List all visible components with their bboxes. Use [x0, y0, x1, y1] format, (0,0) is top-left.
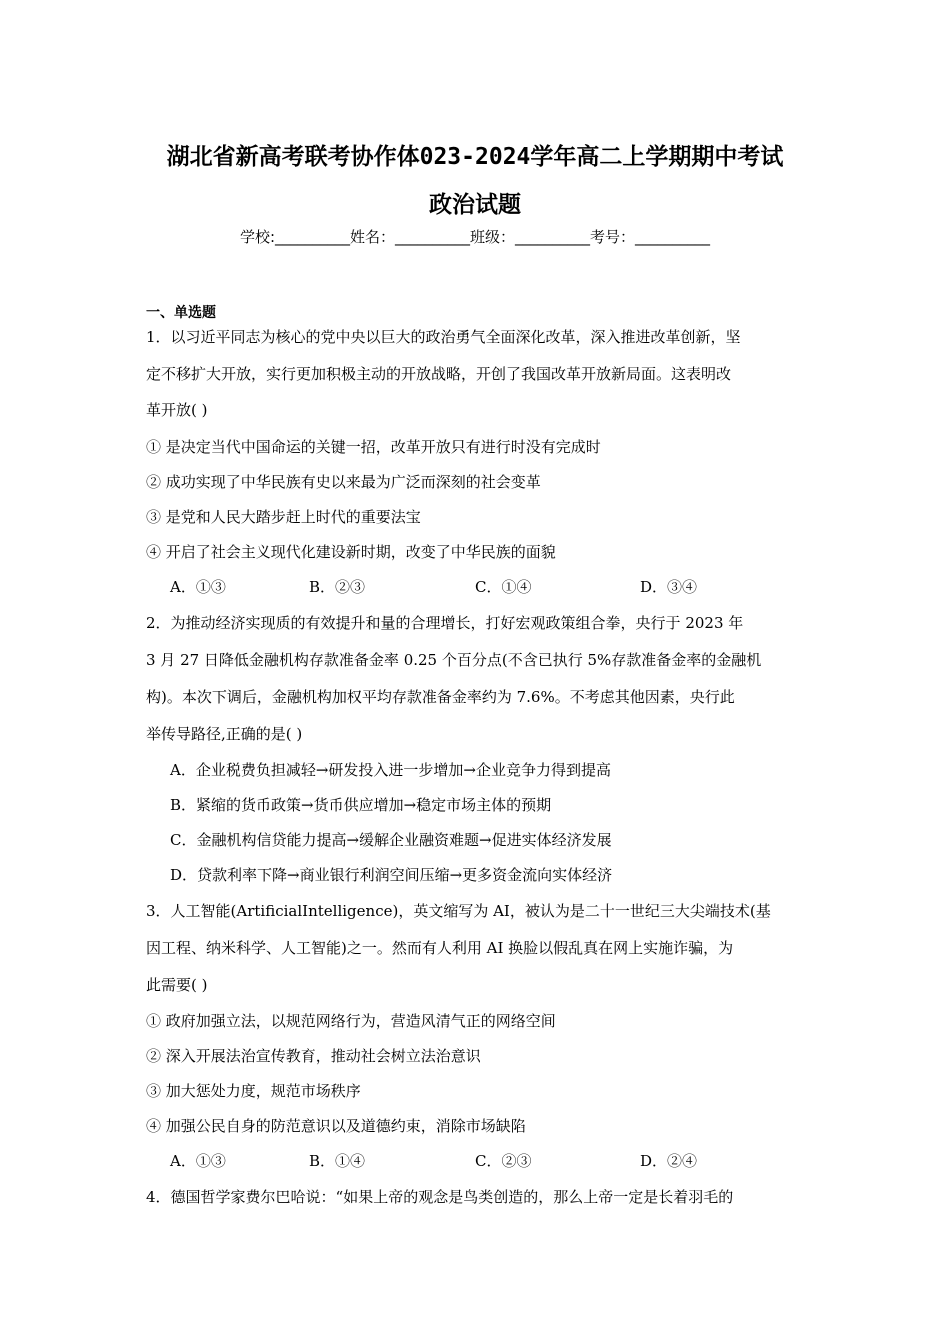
q3-statement-1: ① 政府加强立法，以规范网络行为，营造风清气正的网络空间: [146, 1012, 556, 1030]
q3-stem-line3: 此需要( ): [146, 976, 208, 994]
q2-stem-line4: 举传导路径,正确的是( ): [146, 725, 303, 743]
q2-stem-line3: 构)。本次下调后，金融机构加权平均存款准备金率约为 7.6%。不考虑其他因素，央行此: [146, 688, 735, 706]
q1-stem-line3: 革开放( ): [146, 401, 208, 419]
q1-option-c: C．①④: [475, 578, 532, 596]
q4-stem-line1: 4．德国哲学家费尔巴哈说：“如果上帝的观念是鸟类创造的，那么上帝一定是长着羽毛的: [146, 1188, 734, 1206]
q3-stem-line2: 因工程、纳米科学、人工智能)之一。然而有人利用 AI 换脸以假乱真在网上实施诈骗，为: [146, 939, 734, 957]
q2-option-b: B．紧缩的货币政策→货币供应增加→稳定市场主体的预期: [170, 796, 552, 814]
q3-statement-4: ④ 加强公民自身的防范意识以及道德约束，消除市场缺陷: [146, 1117, 526, 1135]
q2-option-d: D．贷款利率下降→商业银行利润空间压缩→更多资金流向实体经济: [170, 866, 613, 884]
q3-option-d: D．②④: [640, 1152, 698, 1170]
exam-title: 湖北省新高考联考协作体023-2024学年高二上学期期中考试: [166, 144, 784, 170]
q2-stem-line2: 3 月 27 日降低金融机构存款准备金率 0.25 个百分点(不含已执行 5%存款准备金率的金融机: [146, 651, 762, 669]
q3-stem-line1: 3．人工智能(ArtificialIntelligence)，英文缩写为 AI，被认为是二十一世纪三大尖端技术(基: [146, 902, 771, 920]
q3-statement-2: ② 深入开展法治宣传教育，推动社会树立法治意识: [146, 1047, 481, 1065]
q3-statement-3: ③ 加大惩处力度，规范市场秩序: [146, 1082, 361, 1100]
q1-statement-3: ③ 是党和人民大踏步赶上时代的重要法宝: [146, 508, 421, 526]
q1-option-b: B．②③: [309, 578, 366, 596]
student-info-line: 学校:__________姓名：__________班级：__________考号：__________: [239, 228, 711, 246]
q3-option-a: A．①③: [170, 1152, 226, 1170]
q1-stem-line1: 1．以习近平同志为核心的党中央以巨大的政治勇气全面深化改革，深入推进改革创新，坚: [146, 328, 741, 346]
section-heading: 一、单选题: [146, 305, 216, 321]
q1-option-d: D．③④: [640, 578, 698, 596]
q1-statement-4: ④ 开启了社会主义现代化建设新时期，改变了中华民族的面貌: [146, 543, 556, 561]
q2-option-a: A．企业税费负担减轻→研发投入进一步增加→企业竞争力得到提高: [170, 761, 611, 779]
q1-option-a: A．①③: [170, 578, 226, 596]
q2-option-c: C．金融机构信贷能力提高→缓解企业融资难题→促进实体经济发展: [170, 831, 612, 849]
q3-option-b: B．①④: [309, 1152, 366, 1170]
q1-statement-2: ② 成功实现了中华民族有史以来最为广泛而深刻的社会变革: [146, 473, 541, 491]
q2-stem-line1: 2．为推动经济实现质的有效提升和量的合理增长，打好宏观政策组合拳，央行于 2023 年: [146, 614, 744, 632]
q3-option-c: C．②③: [475, 1152, 532, 1170]
q1-statement-1: ① 是决定当代中国命运的关键一招，改革开放只有进行时没有完成时: [146, 438, 601, 456]
exam-subtitle: 政治试题: [429, 192, 521, 218]
q1-stem-line2: 定不移扩大开放，实行更加积极主动的开放战略，开创了我国改革开放新局面。这表明改: [146, 365, 732, 383]
